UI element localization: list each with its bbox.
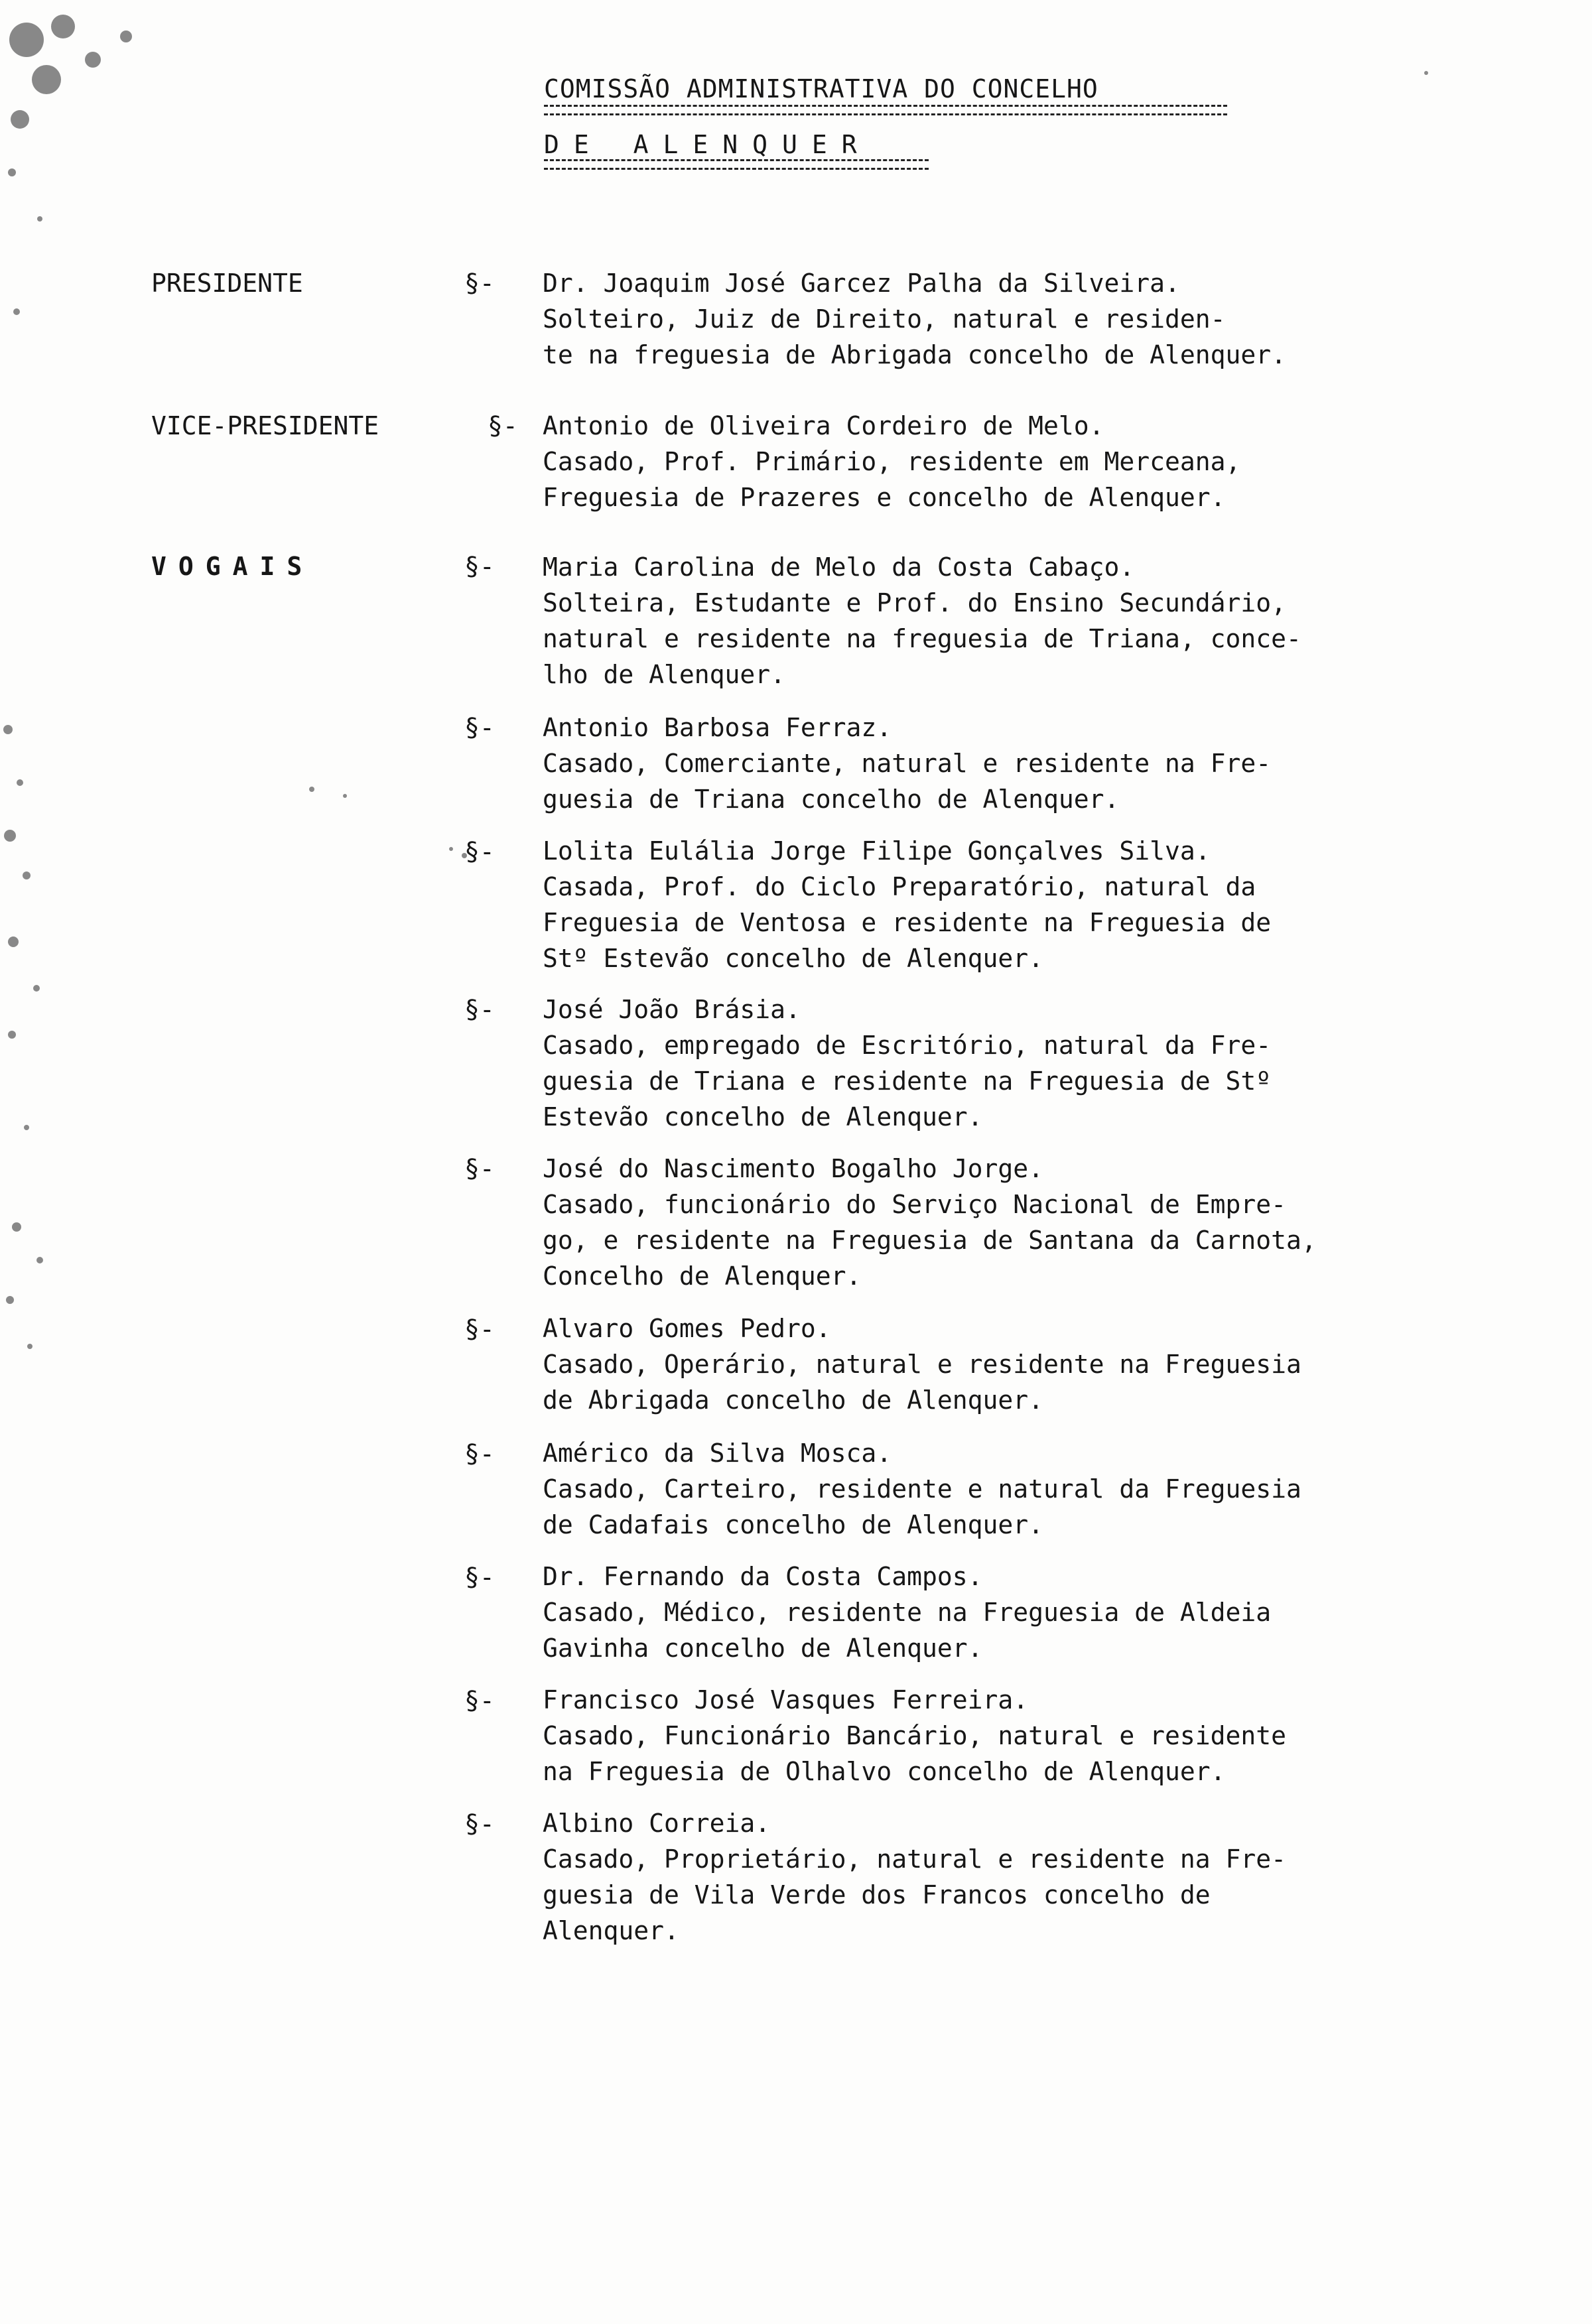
section-mark: §- (488, 411, 518, 440)
role-members: VOGAIS (151, 552, 314, 581)
entry-line: Francisco José Vasques Ferreira. (543, 1685, 1029, 1714)
entry-line: Dr. Joaquim José Garcez Palha da Silveira. (543, 269, 1180, 298)
entry-line: Gavinha concelho de Alenquer. (543, 1634, 983, 1663)
member-entry (543, 1435, 1551, 1543)
section-mark: §- (464, 713, 495, 742)
entry-line: Casado, empregado de Escritório, natural da Fre- (543, 1031, 1272, 1060)
section-mark: §- (464, 269, 495, 298)
section-mark: §- (464, 1686, 495, 1715)
entry-line: Alvaro Gomes Pedro. (543, 1314, 831, 1343)
member-entry (543, 1682, 1551, 1789)
document-subtitle: DE ALENQUER (544, 130, 872, 159)
entry-line: José do Nascimento Bogalho Jorge. (543, 1154, 1043, 1183)
entry-line: Américo da Silva Mosca. (543, 1439, 892, 1468)
entry-line: Casado, Médico, residente na Freguesia de Aldeia (543, 1598, 1272, 1627)
entry-line: Solteira, Estudante e Prof. do Ensino Secundário, (543, 588, 1287, 617)
entry-line: Maria Carolina de Melo da Costa Cabaço. (543, 552, 1135, 582)
entry-line: guesia de Triana e residente na Freguesia de Stº (543, 1066, 1272, 1096)
entry-line: lho de Alenquer. (543, 660, 786, 689)
entry-line: Casado, funcionário do Serviço Nacional de Empre- (543, 1190, 1287, 1219)
entry-line: Casado, Operário, natural e residente na Freguesia (543, 1350, 1301, 1379)
member-entry (543, 265, 1551, 373)
entry-line: te na freguesia de Abrigada concelho de Alenquer. (543, 340, 1287, 369)
member-entry (543, 710, 1551, 817)
role-vice-president: VICE-PRESIDENTE (151, 411, 379, 440)
entry-line: go, e residente na Freguesia de Santana da Carnota, (543, 1226, 1317, 1255)
entry-line: guesia de Triana concelho de Alenquer. (543, 785, 1120, 814)
entry-line: Casado, Carteiro, residente e natural da Freguesia (543, 1474, 1301, 1504)
entry-line: Casado, Proprietário, natural e residente na Fre- (543, 1844, 1287, 1874)
entry-line: de Cadafais concelho de Alenquer. (543, 1510, 1043, 1539)
section-mark: §- (464, 995, 495, 1024)
section-mark: §- (464, 1315, 495, 1344)
section-mark: §- (464, 837, 495, 866)
entry-line: de Abrigada concelho de Alenquer. (543, 1386, 1043, 1415)
subtitle-underline (544, 159, 929, 170)
entry-line: Estevão concelho de Alenquer. (543, 1102, 983, 1131)
entry-line: Stº Estevão concelho de Alenquer. (543, 944, 1043, 973)
member-entry (543, 992, 1551, 1135)
entry-line: Casado, Prof. Primário, residente em Merceana, (543, 447, 1241, 476)
entry-line: guesia de Vila Verde dos Francos concelho de (543, 1880, 1211, 1909)
member-entry (543, 408, 1551, 515)
member-entry (543, 1151, 1551, 1294)
entry-line: Casado, Comerciante, natural e residente na Fre- (543, 749, 1272, 778)
title-underline (544, 105, 1227, 115)
entry-line: Freguesia de Ventosa e residente na Freguesia de (543, 908, 1272, 937)
entry-line: Concelho de Alenquer. (543, 1261, 862, 1291)
entry-line: Albino Correia. (543, 1809, 771, 1838)
entry-line: Casada, Prof. do Ciclo Preparatório, natural da (543, 872, 1256, 901)
entry-line: Freguesia de Prazeres e concelho de Alenquer. (543, 483, 1226, 512)
entry-line: José João Brásia. (543, 995, 801, 1024)
section-mark: §- (464, 1439, 495, 1468)
section-mark: §- (464, 1563, 495, 1592)
entry-line: Casado, Funcionário Bancário, natural e residente (543, 1721, 1287, 1750)
entry-line: Antonio Barbosa Ferraz. (543, 713, 892, 742)
document-title: COMISSÃO ADMINISTRATIVA DO CONCELHO (544, 74, 1098, 103)
entry-line: na Freguesia de Olhalvo concelho de Alenquer. (543, 1757, 1226, 1786)
section-mark: §- (464, 1154, 495, 1183)
entry-line: Solteiro, Juiz de Direito, natural e residen- (543, 304, 1226, 334)
member-entry (543, 833, 1551, 976)
role-president: PRESIDENTE (151, 269, 303, 298)
member-entry (543, 549, 1551, 692)
section-mark: §- (464, 552, 495, 581)
entry-line: Antonio de Oliveira Cordeiro de Melo. (543, 411, 1104, 440)
entry-line: Lolita Eulália Jorge Filipe Gonçalves Silva. (543, 836, 1211, 866)
section-mark: §- (464, 1809, 495, 1839)
member-entry (543, 1311, 1551, 1418)
member-entry (543, 1805, 1551, 1949)
entry-line: natural e residente na freguesia de Triana, conce- (543, 624, 1301, 653)
entry-line: Dr. Fernando da Costa Campos. (543, 1562, 983, 1591)
member-entry (543, 1559, 1551, 1666)
entry-line: Alenquer. (543, 1916, 679, 1945)
